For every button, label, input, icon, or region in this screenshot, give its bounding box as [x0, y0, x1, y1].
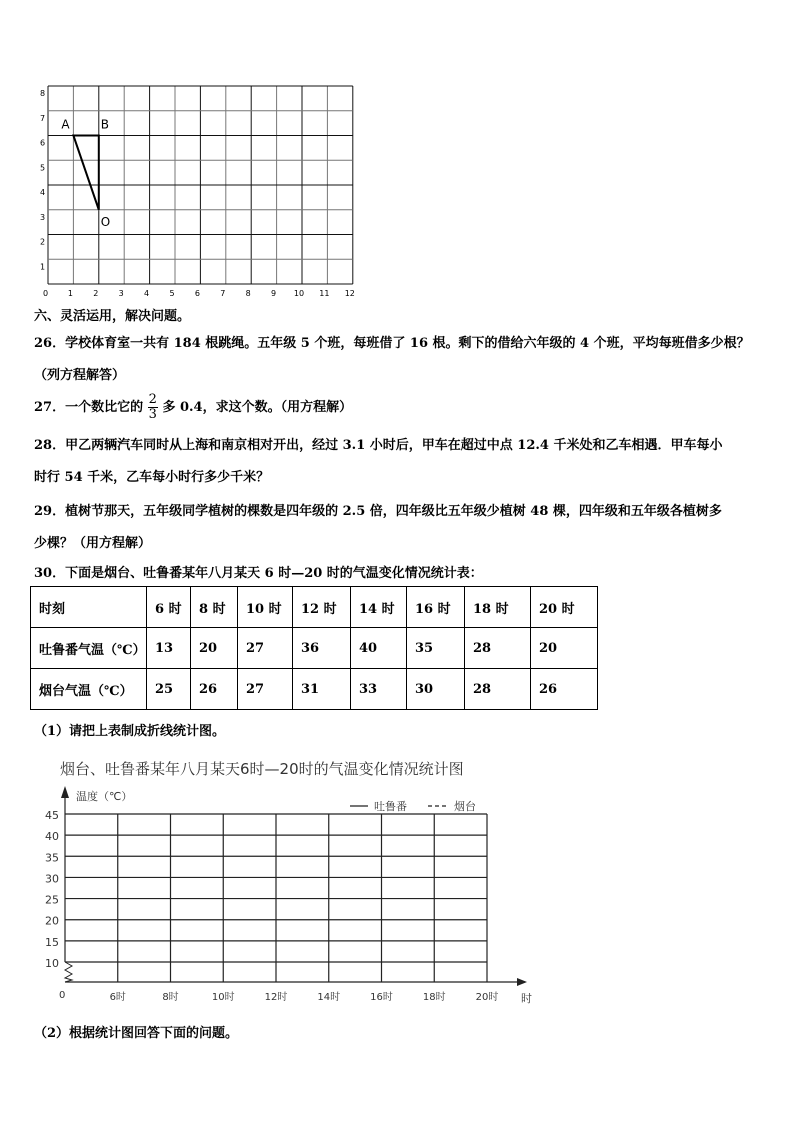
y-tick-label: 1 [40, 262, 46, 272]
x-tick-label: 3 [118, 289, 124, 298]
x-tick-label: 2 [93, 289, 99, 298]
y-tick-label: 30 [45, 872, 59, 886]
table-row [31, 628, 598, 669]
x-tick-label: 20时 [475, 992, 499, 1003]
legend-label: 吐鲁番 [374, 800, 407, 813]
y-tick-label: 10 [45, 957, 59, 970]
table-header-cell: 16 时 [407, 587, 465, 628]
y-tick-label: 7 [40, 113, 46, 123]
x-tick-label: 12时 [264, 992, 288, 1003]
table-cell: 烟台气温（℃） [31, 669, 147, 710]
x-tick-label: 9 [271, 289, 277, 298]
y-tick-label: 25 [45, 893, 59, 907]
q30-part1: （1）请把上表制成折线统计图。 [34, 724, 226, 739]
triangle-abo [73, 136, 98, 210]
table-cell: 28 [465, 669, 531, 710]
x-tick-label: 5 [169, 289, 175, 298]
table-cell: 20 [531, 628, 598, 669]
y-tick-label: 8 [40, 89, 46, 98]
fraction [148, 393, 158, 422]
chart-title: 烟台、吐鲁番某年八月某天6时—20时的气温变化情况统计图 [60, 760, 464, 778]
fraction-denominator: 3 [148, 407, 157, 422]
coordinate-grid [0, 0, 794, 310]
table-cell: 吐鲁番气温（℃） [31, 628, 147, 669]
y-tick-label: 40 [45, 830, 59, 844]
x-tick-label: 4 [144, 289, 150, 298]
table-cell: 30 [407, 669, 465, 710]
point-label-b: B [100, 117, 110, 132]
x-tick-label: 7 [220, 289, 226, 298]
y-tick-label: 2 [40, 237, 46, 247]
x-tick-label: 10 [293, 289, 305, 298]
x-tick-label: 18时 [422, 992, 446, 1003]
x-tick-label: 11 [319, 289, 330, 298]
table-cell: 36 [293, 628, 351, 669]
y-tick-label: 3 [40, 212, 46, 222]
table-cell: 33 [351, 669, 407, 710]
table-header-cell: 10 时 [238, 587, 293, 628]
q26-line2: （列方程解答） [34, 368, 126, 383]
q28-line2: 时行 54 千米，乙车每小时行多少千米？ [34, 470, 270, 485]
table-cell: 25 [147, 669, 191, 710]
table-cell: 35 [407, 628, 465, 669]
q28-line1: 28．甲乙两辆汽车同时从上海和南京相对开出，经过 3.1 小时后，甲车在超过中点 12.4 千米处和乙车相遇．甲车每小 [34, 438, 723, 453]
table-header-row [31, 587, 598, 628]
table-header-cell: 6 时 [147, 587, 191, 628]
x-tick-label: 6时 [109, 992, 126, 1003]
y-tick-label: 20 [45, 914, 59, 928]
x-tick-label: 8时 [162, 992, 179, 1003]
x-tick-label: 16时 [370, 992, 393, 1003]
table-cell: 27 [238, 669, 293, 710]
x-axis-label: 时 [521, 992, 532, 1005]
x-tick-label: 1 [67, 289, 73, 298]
q29-line1: 29．植树节那天，五年级同学植树的棵数是四年级的 2.5 倍，四年级比五年级少植树 48 棵，四年级和五年级各植树多 [34, 504, 722, 519]
y-tick-label: 6 [40, 138, 46, 148]
x-tick-label: 10时 [211, 992, 235, 1003]
y-tick-label: 4 [40, 188, 46, 197]
table-row [31, 669, 598, 710]
x-axis-arrow-icon [517, 978, 527, 986]
table-cell: 13 [147, 628, 191, 669]
y-tick-label: 35 [45, 851, 59, 865]
table-cell: 27 [238, 628, 293, 669]
q27-suffix: 多 0.4，求这个数。（用方程解） [162, 400, 353, 415]
q27 [34, 393, 352, 422]
q26-line1: 26．学校体育室一共有 184 根跳绳。五年级 5 个班，每班借了 16 根。剩下的借给六年级的 4 个班，平均每班借多少根？ [34, 336, 750, 351]
table-header-cell: 14 时 [351, 587, 407, 628]
section-title: 六、灵活运用，解决问题。 [34, 309, 191, 324]
table-cell: 28 [465, 628, 531, 669]
q30-intro: 30．下面是烟台、吐鲁番某年八月某天 6 时—20 时的气温变化情况统计表： [34, 566, 483, 581]
point-label-a: A [61, 117, 70, 132]
fraction-numerator: 2 [148, 392, 157, 407]
x-tick-label: 0 [43, 289, 49, 298]
axis-break-icon [65, 962, 72, 982]
table-header-cell: 12 时 [293, 587, 351, 628]
table-header-cell: 20 时 [531, 587, 598, 628]
x-tick-label: 6 [194, 289, 200, 298]
table-cell: 26 [191, 669, 238, 710]
table-cell: 31 [293, 669, 351, 710]
y-tick-label: 5 [40, 163, 46, 173]
table-header-cell: 时刻 [31, 587, 147, 628]
y-tick-label: 15 [45, 935, 59, 949]
table-header-cell: 18 时 [465, 587, 531, 628]
point-label-o: O [100, 214, 111, 229]
y-axis-arrow-icon [61, 786, 69, 798]
y-tick-label: 45 [45, 809, 59, 822]
temperature-line-chart [0, 750, 794, 1020]
x-tick-label: 8 [245, 289, 251, 298]
x-tick-label: 12 [344, 289, 355, 298]
q27-prefix: 27．一个数比它的 [34, 400, 144, 415]
table-cell: 20 [191, 628, 238, 669]
q30-part2: （2）根据统计图回答下面的问题。 [34, 1026, 239, 1041]
table-header-cell: 8 时 [191, 587, 238, 628]
temperature-table [30, 586, 598, 710]
table-cell: 26 [531, 669, 598, 710]
x-tick-label: 14时 [317, 992, 341, 1003]
y-axis-label: 温度（℃） [76, 790, 133, 803]
legend-label: 烟台 [454, 800, 476, 813]
table-cell: 40 [351, 628, 407, 669]
q29-line2: 少棵？（用方程解） [34, 536, 152, 551]
origin-label: 0 [59, 990, 66, 1001]
